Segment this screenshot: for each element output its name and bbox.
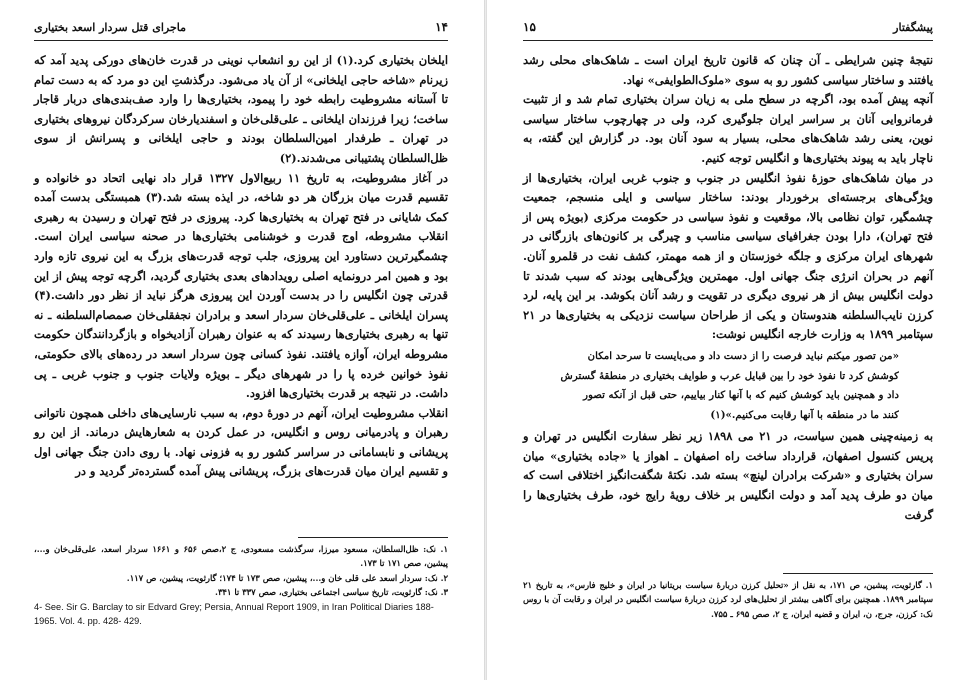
left-page-number: ۱۴ xyxy=(435,20,448,34)
left-paragraph: در آغاز مشروطیت، به تاریخ ۱۱ ربیع‌الاول ۱۳۲۷ قرار داد نهایی اتحاد دو خانواده و تقسیم قدرت میان بزرگان هر دو شاخه، در ایذه بسته شد.(۳) همبستگی بدست آمده کمک شایانی در فتح تهران به بختیاری‌ها کرد. پیروزی در فتح تهران و رسیدن به رهبری انقلاب مشروطه، اوج قدرت و خوشنامی بختیاری‌ها در صحنه سیاسی ایران است. چشمگیرترین دستاورد این پیروزی، جلب توجه قدرت‌های بزرگ به این نیروی تازه وارد بود و همین امر درونمایه اصلی رویدادهای بعدی بختیاری گردید، اگرچه توجه پیش از این قدرتی چون انگلیس را در بدست آوردن این پیروزی هرگز نباید از نظر دور داشت.(۴) پسران ایلخانی ـ علی‌قلی‌خان سردار اسعد و برادران نجفقلی‌خان صمصام‌السلطنه ـ نه تنها به رهبری بختیاری‌ها رسیدند که به عنوان رهبران آزادیخواه و بازگردانندگان حکومت مشروطه ایران، آوازه یافتند. نفوذ کسانی چون سردار اسعد در رده‌های بالای حکومتی، نفوذ خوانین خرده پا را در شهرهای دیگر ـ بویژه ولایات جنوب و جنوب غربی ـ پی‌ داشت. در نتیجه بر قدرت بختیاری‌ها افزود. xyxy=(34,170,448,401)
left-paragraph: انقلاب مشروطیت ایران، آنهم در دورهٔ دوم، به سبب نارسایی‌های داخلی همچون ناتوانی رهبران و پادرمیانی روس و انگلیس، در عمل کردن به شعارهایش درماند. از این رو پریشانی و نابسامانی در سراسر کشور رو به فزونی نهاد. با روی دادن جنگ جهانی اول و تقسیم ایران میان قدرت‌های بزرگ، پریشانی پیش آمده گسترده‌تر گردید و در xyxy=(34,405,448,479)
right-paragraph: آنچه پیش آمده بود، اگرچه در سطح ملی به زیان سران بختیاری تمام شد و از تثبیت فرمانروایی آنان بر سراسر ایران جلوگیری کرد، ولی در چهارچوب ساختار سیاسی نوین، یعنی رشد شاهک‌های محلی، بسیار به سود آنان بود. در گزارش این گفته، به ناچار باید به پیوند بختیاری‌ها و انگلیس توجه کنیم. xyxy=(523,92,933,165)
right-running-title: پیشگفتار xyxy=(893,21,933,34)
right-page-header xyxy=(523,20,933,41)
right-page-number: ۱۵ xyxy=(523,20,536,34)
right-footnote-separator xyxy=(783,573,933,574)
quoted-letter xyxy=(543,347,899,425)
right-paragraph: در میان شاهک‌های حوزهٔ نفوذ انگلیس در جنوب و جنوب غربی ایران، بختیاری‌ها از ویژگی‌های برجسته‌ای برخوردار بودند: ساختار سیاسی و ایلی منسجم، جمعیت چشمگیر، توان نظامی بالا، موقعیت و نفوذ سیاسی در حکومت مرکزی (بویژه پس از فتح تهران)، دارا بودن جغرافیای سیاسی مناسب و چیرگی بر کانون‌های بازرگانی در شهرهای ایران مرکزی و جلگه خوزستان و از همه مهمتر، کشف نفت در قلمرو آنان. آنهم در بحران انرژی جنگ جهانی اول. مهمترین ویژگی‌هایی بودند که سبب شدند تا دولت انگلیس بیش از هر نیروی دیگری در تقویت و رشد آنان بکوشد. بر این پایه، لرد کرزن نایب‌السلطنه هندوستان و یکی از طراحان سیاست نزدیکی به بختیاری‌ها در ۲۱ سپتامبر ۱۸۹۹ به وزارت خارجه انگلیس نوشت: xyxy=(523,170,933,342)
footnote-english: 4- See. Sir G. Barclay to sir Edvard Grey; Persia, Annual Report 1909, in Iran Political Diaries 188- 1965. Vol. 4. pp. 428- 429. xyxy=(34,601,434,627)
quote-line: داد و همچنین باید کوشش کنیم که با آنها کنار بیاییم، حتی قبل از آنکه تصور xyxy=(583,389,899,402)
right-page xyxy=(487,0,971,680)
footnote: ۳. نک: گارثویت، تاریخ سیاسی اجتماعی بختیاری، صص ۳۳۷ تا ۳۴۱. xyxy=(215,587,448,598)
left-running-title: ماجرای قتل سردار اسعد بختیاری xyxy=(34,21,186,34)
quote-line: کوشش کرد تا نفوذ خود را بین قبایل عرب و طوایف بختیاری در منطقهٔ گسترش xyxy=(560,369,899,382)
footnote: ۱. گارثویت، پیشین، ص ۱۷۱، به نقل از «تحلیل کرزن دربارهٔ سیاست بریتانیا در ایران و خلیج فارس»، به تاریخ ۲۱ سپتامبر ۱۸۹۹. همچنین برای آگاهی بیشتر از تحلیل‌های لرد کرزن دربارهٔ سیاست انگلیس در ایران و رقابت آن با روس نک: کرزن، جرج، ن، ایران و قضیه ایران، ج ۲، صص ۶۹۵ ـ ۷۵۵. xyxy=(523,580,933,619)
left-footnote-separator xyxy=(298,537,448,538)
left-page xyxy=(0,0,484,680)
footnote: ۱. نک: ظل‌السلطان، مسعود میرزا، سرگذشت مسعودی، ج ۲،صص ۶۵۶ و ۱۶۶۱ سردار اسعد، علی‌قلی‌خان و...، پیشین، صص ۱۷۱ تا ۱۷۳. xyxy=(34,544,448,569)
left-footnotes xyxy=(34,542,448,628)
right-body-text xyxy=(523,51,933,525)
right-footnotes xyxy=(523,578,933,621)
footnote: ۲. نک: سردار اسعد علی قلی خان و...، پیشین، صص ۱۷۳ تا ۱۷۴؛ گارثویت، پیشین، ص ۱۱۷. xyxy=(126,572,448,583)
quote-line: «من تصور میکنم نباید فرصت را از دست داد و می‌بایست تا سرحد امکان xyxy=(587,349,899,362)
right-paragraph: به زمینه‌چینی همین سیاست، در ۲۱ می ۱۸۹۸ زیر نظر سفارت انگلیس در تهران و پریس کنسول اصفهان، قرارداد ساخت راه اصفهان ـ اهواز یا «جاده بختیاری» میان سران بختیاری و «شرکت برادران لینچ» بسته شد. نکتهٔ شگفت‌انگیز اختلافی است که میان دو طرف پدید آمد و دولت انگلیس بر خلاف رویهٔ رایج خود، طرف بختیاری‌ها را گرفت xyxy=(523,429,933,522)
right-paragraph: نتیجهٔ چنین شرایطی ـ آن چنان که قانون تاریخ ایران است ـ شاهک‌های محلی رشد یافتند و ساختار سیاسی کشور رو به سوی «ملوک‌الطوایفی» نهاد. xyxy=(523,53,933,87)
left-paragraph: ایلخان بختیاری کرد.(۱) از این رو انشعاب نوینی در قدرت خان‌های دورکی پدید آمد که زیرنام «شاخه حاجی ایلخانی» از آن یاد می‌شود. درگذشتِ این دو مرد که به دست تمام تا آستانه مشروطیت رابطه خود را پیمود، بختیاری‌ها را وارد صف‌بندی‌های دربار قاجار ساخت؛ زیرا فرزندان ایلخانی ـ علی‌قلی‌خان و اسفندیارخان سرکردگان نیروهای بختیاری در تهران ـ طرفدار امین‌السلطان بودند و حاجی ایلخانی و پسرانش از سوی ظل‌السلطان پشتیبانی می‌شدند.(۲) xyxy=(34,53,448,165)
left-body-text xyxy=(34,51,448,482)
left-page-header xyxy=(34,20,448,41)
quote-line: کنند ما در منطقه با آنها رقابت می‌کنیم.»(۱) xyxy=(710,408,899,421)
